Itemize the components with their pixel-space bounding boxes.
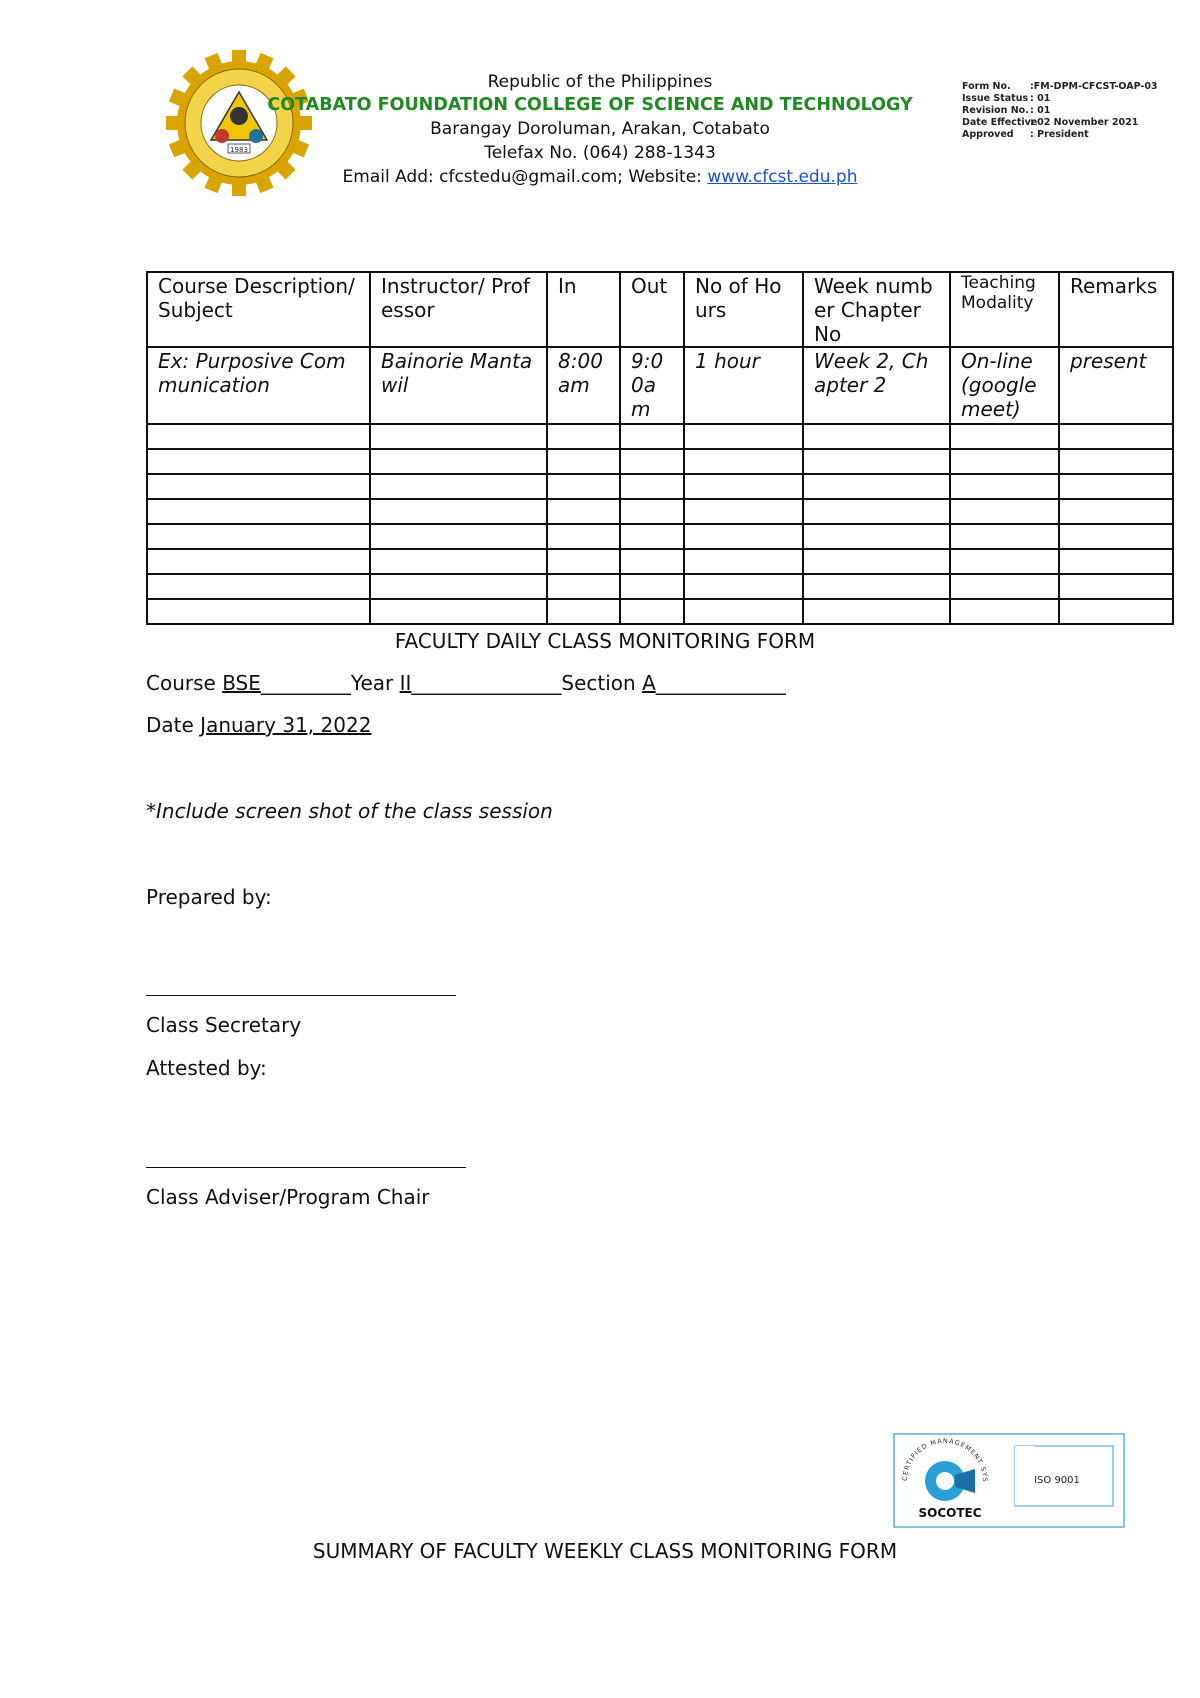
table-cell[interactable]	[370, 449, 547, 474]
course-label: Course	[146, 671, 216, 695]
certification-arc-text: CERTIFIED MANAGEMENT SYS	[900, 1436, 990, 1483]
year-value[interactable]: II	[399, 671, 412, 695]
table-cell[interactable]	[147, 474, 370, 499]
table-cell[interactable]	[950, 574, 1059, 599]
date-value[interactable]: January 31, 2022	[200, 713, 372, 737]
attested-by-label: Attested by:	[146, 1056, 267, 1080]
table-cell[interactable]	[620, 574, 684, 599]
date-label: Date	[146, 713, 194, 737]
form-meta-row	[962, 117, 1138, 129]
summary-title: SUMMARY OF FACULTY WEEKLY CLASS MONITORING FORM	[312, 1539, 898, 1563]
table-cell[interactable]	[620, 524, 684, 549]
table-cell[interactable]	[147, 499, 370, 524]
table-row	[147, 449, 1173, 474]
year-label: Year	[350, 671, 394, 695]
header-instructor: Instructor/ Professor	[370, 272, 547, 347]
table-cell[interactable]	[370, 499, 547, 524]
form-meta-key: Revision No.	[962, 105, 1029, 116]
table-cell[interactable]	[950, 524, 1059, 549]
form-meta-row	[962, 105, 1050, 117]
table-cell[interactable]	[1059, 449, 1173, 474]
year-blank[interactable]: _______________	[411, 671, 562, 695]
table-row	[147, 424, 1173, 449]
section-label: Section	[561, 671, 636, 695]
table-cell[interactable]	[370, 574, 547, 599]
table-cell[interactable]	[803, 549, 950, 574]
header-remarks: Remarks	[1059, 272, 1173, 347]
section-value[interactable]: A	[642, 671, 656, 695]
table-cell[interactable]	[950, 599, 1059, 624]
table-cell[interactable]	[147, 574, 370, 599]
table-cell[interactable]	[147, 599, 370, 624]
table-cell[interactable]	[620, 424, 684, 449]
form-meta-value: : 01	[1030, 105, 1051, 116]
example-week-chapter: Week 2, Chapter 2	[803, 347, 950, 424]
header-no-of-hours: No of Hours	[684, 272, 803, 347]
table-cell[interactable]	[370, 424, 547, 449]
secretary-signature-line[interactable]	[146, 995, 456, 996]
form-meta-row	[962, 81, 1158, 93]
table-cell[interactable]	[684, 574, 803, 599]
table-cell[interactable]	[370, 474, 547, 499]
example-hours: 1 hour	[684, 347, 803, 424]
form-meta-value: : 01	[1030, 93, 1051, 104]
form-meta-row	[962, 129, 1089, 141]
table-cell[interactable]	[950, 549, 1059, 574]
example-in: 8:00 am	[547, 347, 620, 424]
table-cell[interactable]	[1059, 474, 1173, 499]
table-cell[interactable]	[147, 424, 370, 449]
header-out: Out	[620, 272, 684, 347]
example-remarks: present	[1059, 347, 1173, 424]
form-meta-key: Approved	[962, 129, 1014, 140]
table-cell[interactable]	[684, 449, 803, 474]
college-name: COTABATO FOUNDATION COLLEGE OF SCIENCE AND TECHNOLOGY	[267, 95, 913, 115]
table-cell[interactable]	[950, 449, 1059, 474]
class-secretary-label: Class Secretary	[146, 1013, 302, 1037]
table-cell[interactable]	[950, 474, 1059, 499]
prepared-by-label: Prepared by:	[146, 885, 272, 909]
table-cell[interactable]	[1059, 499, 1173, 524]
table-cell[interactable]	[803, 424, 950, 449]
form-title: FACULTY DAILY CLASS MONITORING FORM	[394, 629, 816, 653]
table-cell[interactable]	[547, 549, 620, 574]
website-link[interactable]: www.cfcst.edu.ph	[707, 167, 858, 187]
table-cell[interactable]	[803, 474, 950, 499]
table-cell[interactable]	[1059, 574, 1173, 599]
republic-line: Republic of the Philippines	[487, 72, 713, 92]
class-adviser-label: Class Adviser/Program Chair	[146, 1185, 430, 1209]
monitoring-table	[146, 271, 1174, 625]
table-cell[interactable]	[803, 574, 950, 599]
screenshot-note: *Include screen shot of the class session	[146, 799, 553, 823]
header-in: In	[547, 272, 620, 347]
table-cell[interactable]	[684, 549, 803, 574]
table-cell[interactable]	[1059, 424, 1173, 449]
table-cell[interactable]	[547, 574, 620, 599]
course-year-section-line	[146, 670, 786, 696]
table-row	[147, 474, 1173, 499]
table-cell[interactable]	[370, 549, 547, 574]
college-telefax: Telefax No. (064) 288-1343	[484, 143, 716, 163]
table-cell[interactable]	[684, 599, 803, 624]
table-cell[interactable]	[684, 524, 803, 549]
form-meta-value: : President	[1030, 129, 1089, 140]
table-row	[147, 574, 1173, 599]
table-cell[interactable]	[620, 474, 684, 499]
college-contact	[0, 165, 1200, 189]
table-cell[interactable]	[547, 424, 620, 449]
table-cell[interactable]	[1059, 599, 1173, 624]
example-out: 9:00am	[620, 347, 684, 424]
example-modality: On-line (google meet)	[950, 347, 1059, 424]
form-meta-key: Form No.	[962, 81, 1011, 92]
table-row	[147, 499, 1173, 524]
table-cell[interactable]	[803, 449, 950, 474]
iso-standard: ISO 9001	[1034, 1475, 1080, 1486]
table-cell[interactable]	[620, 549, 684, 574]
table-cell[interactable]	[370, 599, 547, 624]
table-cell[interactable]	[1059, 549, 1173, 574]
form-meta-row	[962, 93, 1050, 105]
table-cell[interactable]	[803, 499, 950, 524]
course-value[interactable]: BSE	[222, 671, 261, 695]
college-address: Barangay Doroluman, Arakan, Cotabato	[430, 119, 770, 139]
table-row	[147, 524, 1173, 549]
form-meta-key: Date Effective	[962, 117, 1038, 128]
table-cell[interactable]	[547, 449, 620, 474]
table-cell[interactable]	[547, 474, 620, 499]
example-instructor: Bainorie Mantawil	[370, 347, 547, 424]
table-cell[interactable]	[1059, 524, 1173, 549]
table-cell[interactable]	[950, 499, 1059, 524]
table-cell[interactable]	[950, 424, 1059, 449]
table-cell[interactable]	[147, 549, 370, 574]
table-cell[interactable]	[684, 474, 803, 499]
table-cell[interactable]	[370, 524, 547, 549]
date-line	[146, 712, 371, 738]
form-meta-value: :FM-DPM-CFCST-OAP-03	[1030, 81, 1158, 92]
table-cell[interactable]	[620, 499, 684, 524]
email-text: Email Add: cfcstedu@gmail.com; Website:	[342, 167, 708, 187]
table-cell[interactable]	[684, 499, 803, 524]
table-cell[interactable]	[684, 424, 803, 449]
table-cell[interactable]	[547, 524, 620, 549]
table-row	[147, 599, 1173, 624]
table-cell[interactable]	[803, 599, 950, 624]
header-week-chapter: Week number Chapter No	[803, 272, 950, 347]
iso-certification-logo	[893, 1433, 1125, 1528]
socotec-brand: SOCOTEC	[918, 1506, 982, 1520]
example-course: Ex: Purposive Communication	[147, 347, 370, 424]
adviser-signature-line[interactable]	[146, 1167, 466, 1168]
section-blank[interactable]: _____________	[655, 671, 786, 695]
table-row	[147, 549, 1173, 574]
header-course-description: Course Description/Subject	[147, 272, 370, 347]
table-cell[interactable]	[620, 599, 684, 624]
logo-year: 1983	[230, 146, 248, 154]
form-meta-key: Issue Status	[962, 93, 1029, 104]
table-cell[interactable]	[147, 524, 370, 549]
table-cell[interactable]	[620, 449, 684, 474]
table-cell[interactable]	[547, 599, 620, 624]
table-cell[interactable]	[147, 449, 370, 474]
table-cell[interactable]	[803, 524, 950, 549]
course-blank[interactable]: _________	[260, 671, 351, 695]
table-cell[interactable]	[547, 499, 620, 524]
table-row-example	[147, 347, 1173, 424]
form-meta-value: : 02 November 2021	[1030, 117, 1139, 128]
header-teaching-modality: Teaching Modality	[950, 272, 1059, 347]
table-header-row	[147, 272, 1173, 347]
